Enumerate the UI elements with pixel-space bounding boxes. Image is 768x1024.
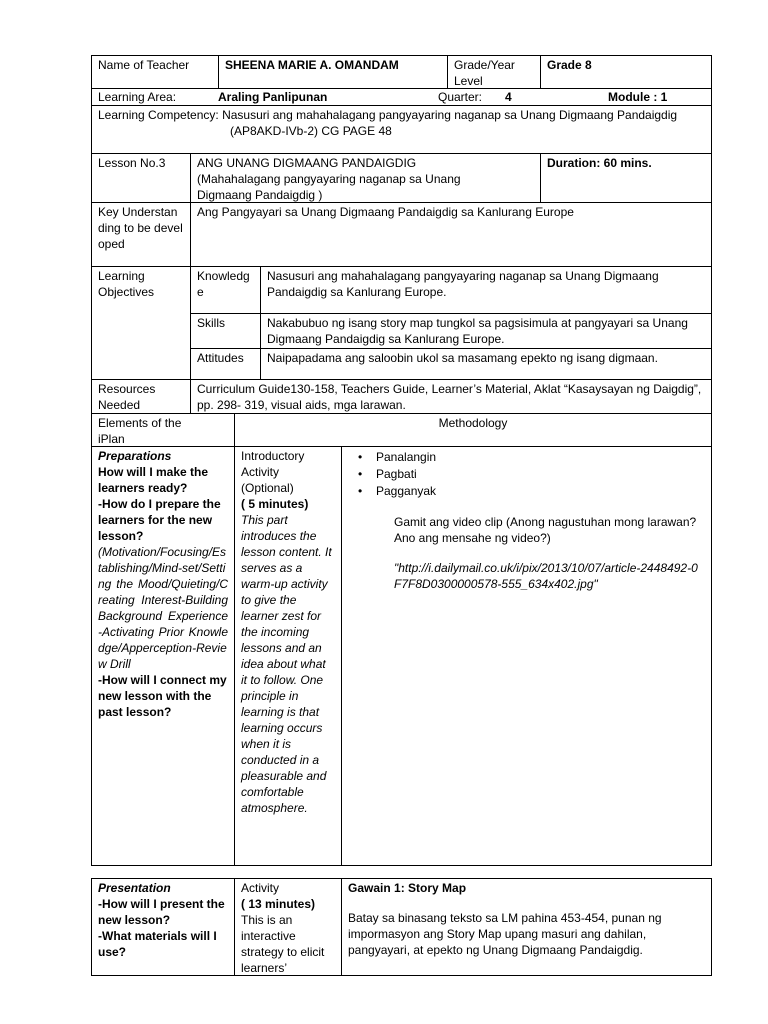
bullet-pagbati: • Pagbati <box>376 466 705 483</box>
preparations-question-3: -How will I connect my new lesson with the past lesson? <box>98 673 227 719</box>
teacher-value-cell <box>218 55 448 89</box>
lesson-title: ANG UNANG DIGMAANG PANDAIGDIG <box>197 156 417 170</box>
video-url: "http://i.dailymail.co.uk/i/pix/2013/10/07/article-2448492-0F7F8D0300000578-555_634x402.jpg" <box>394 561 698 591</box>
quarter-label: Quarter: <box>438 90 483 104</box>
key-understanding-value: Ang Pangyayari sa Unang Digmaang Pandaigdig sa Kanlurang Europe <box>197 205 574 219</box>
presentation-title: Presentation <box>98 881 171 895</box>
grade-value: Grade 8 <box>547 58 592 72</box>
competency-text: Learning Competency: Nasusuri ang mahahalagang pangyayaring naganap sa Unang Digmaang Pandaigdig <box>98 108 678 122</box>
grade-label-cell <box>447 55 541 89</box>
key-understanding-label: Key Understanding to be developed <box>98 205 183 251</box>
objective-skills-type: Skills <box>197 316 226 330</box>
objective-skills-text-cell <box>260 313 712 349</box>
presentation-activity-time: ( 13 minutes) <box>241 897 316 911</box>
objective-attitudes-type-cell <box>190 348 261 380</box>
lesson-label: Lesson No.3 <box>98 156 166 170</box>
objective-knowledge-text: Nasusuri ang mahahalagang pangyayaring naganap sa Unang Digmaang Pandaigdig sa Kanlurang Europe. <box>267 269 659 299</box>
objective-attitudes-text: Naipapadama ang saloobin ukol sa masamang epekto ng isang digmaan. <box>267 351 658 365</box>
resources-value-cell <box>190 379 712 414</box>
objectives-label-cell <box>91 266 191 380</box>
preparations-method-cell <box>341 446 712 866</box>
lesson-label-cell <box>91 153 191 203</box>
introductory-activity-title: Introductory Activity (Optional) <box>241 449 305 495</box>
learning-area-label: Learning Area: <box>98 90 177 104</box>
objective-skills-type-cell <box>190 313 261 349</box>
bullet-pagganyak: • Pagganyak <box>376 483 705 500</box>
teacher-label: Name of Teacher <box>98 58 190 72</box>
preparations-left-cell <box>91 446 235 866</box>
presentation-question-1: -How will I present the new lesson? <box>98 897 225 927</box>
objective-knowledge-text-cell <box>260 266 712 314</box>
key-understanding-label-cell <box>91 202 191 267</box>
preparations-question-2: -How do I prepare the learners for the new lesson? <box>98 497 221 543</box>
objective-attitudes-text-cell <box>260 348 712 380</box>
presentation-method-cell <box>341 878 712 976</box>
teacher-name: SHEENA MARIE A. OMANDAM <box>225 58 399 72</box>
preparations-bullet-list <box>352 449 705 500</box>
grade-value-cell <box>540 55 712 89</box>
learning-area-row <box>91 88 712 106</box>
lesson-subtitle: (Mahahalagang pangyayaring naganap sa Unang Digmaang Pandaigdig ) <box>197 172 461 202</box>
duration: Duration: 60 mins. <box>547 156 652 170</box>
video-clip-text: Gamit ang video clip (Anong nagustuhan mong larawan? Ano ang mensahe ng video?) <box>394 515 697 545</box>
presentation-question-2: -What materials will I use? <box>98 929 217 959</box>
duration-cell <box>540 153 712 203</box>
presentation-left-cell <box>91 878 235 976</box>
objectives-label: Learning Objectives <box>98 269 155 299</box>
teacher-label-cell <box>91 55 219 89</box>
quarter-value: 4 <box>505 90 512 104</box>
module-label: Module : 1 <box>608 90 668 104</box>
learning-area-value: Araling Panlipunan <box>218 90 328 104</box>
lesson-title-cell <box>190 153 541 203</box>
preparations-question-1: How will I make the learners ready? <box>98 465 209 495</box>
elements-header-right-cell <box>234 413 712 447</box>
gawain-title: Gawain 1: Story Map <box>348 881 467 895</box>
presentation-activity-title: Activity <box>241 881 280 895</box>
elements-header-left-cell <box>91 413 235 447</box>
competency-cell <box>91 105 712 154</box>
resources-label-cell <box>91 379 191 414</box>
resources-value: Curriculum Guide130-158, Teachers Guide, Learner’s Material, Aklat “Kasaysayan ng Daigdig”, pp. 298- 319, visual aids, mga larawan. <box>197 382 702 412</box>
resources-label: Resources Needed <box>98 382 156 412</box>
preparations-activity-cell <box>234 446 342 866</box>
introductory-activity-time: ( 5 minutes) <box>241 497 309 511</box>
objective-knowledge-type-cell <box>190 266 261 314</box>
preparations-title: Preparations <box>98 449 172 463</box>
objective-attitudes-type: Attitudes <box>197 351 244 365</box>
methodology-header: Methodology <box>438 416 508 430</box>
presentation-activity-cell <box>234 878 342 976</box>
gawain-text: Batay sa binasang teksto sa LM pahina 453-454, punan ng impormasyon ang Story Map upang masuri ang dahilan, pangyayari, at epekto ng Unang Digmaang Pandaigdig. <box>348 911 662 957</box>
objective-knowledge-type: Knowledge <box>197 269 250 299</box>
elements-header-left: Elements of the iPlan <box>98 416 182 446</box>
introductory-activity-desc: This part introduces the lesson content. It serves as a warm-up activity to give the learner zest for the incoming lessons and an idea about what it to follow. One principle in learning is that learning occurs when it is conducted in a pleasurable and comfortable atmosphere. <box>241 513 332 815</box>
grade-label: Grade/Year Level <box>454 58 515 88</box>
bullet-panalangin: • Panalangin <box>376 449 705 466</box>
objective-skills-text: Nakabubuo ng isang story map tungkol sa pagsisimula at pangyayari sa Unang Digmaang Pandaigdig sa Kanlurang Europe. <box>267 316 688 346</box>
presentation-activity-desc: This is an interactive strategy to elicit learners’ <box>241 913 325 975</box>
key-understanding-value-cell <box>190 202 712 267</box>
preparations-notes: (Motivation/Focusing/Establishing/Mind-set/Setting the Mood/Quieting/Creating Interest-Building Background Experience-Activating Prior Knowledge/Apperception-Review Drill <box>98 545 228 671</box>
competency-code: (AP8AKD-IVb-2) CG PAGE 48 <box>230 124 392 138</box>
